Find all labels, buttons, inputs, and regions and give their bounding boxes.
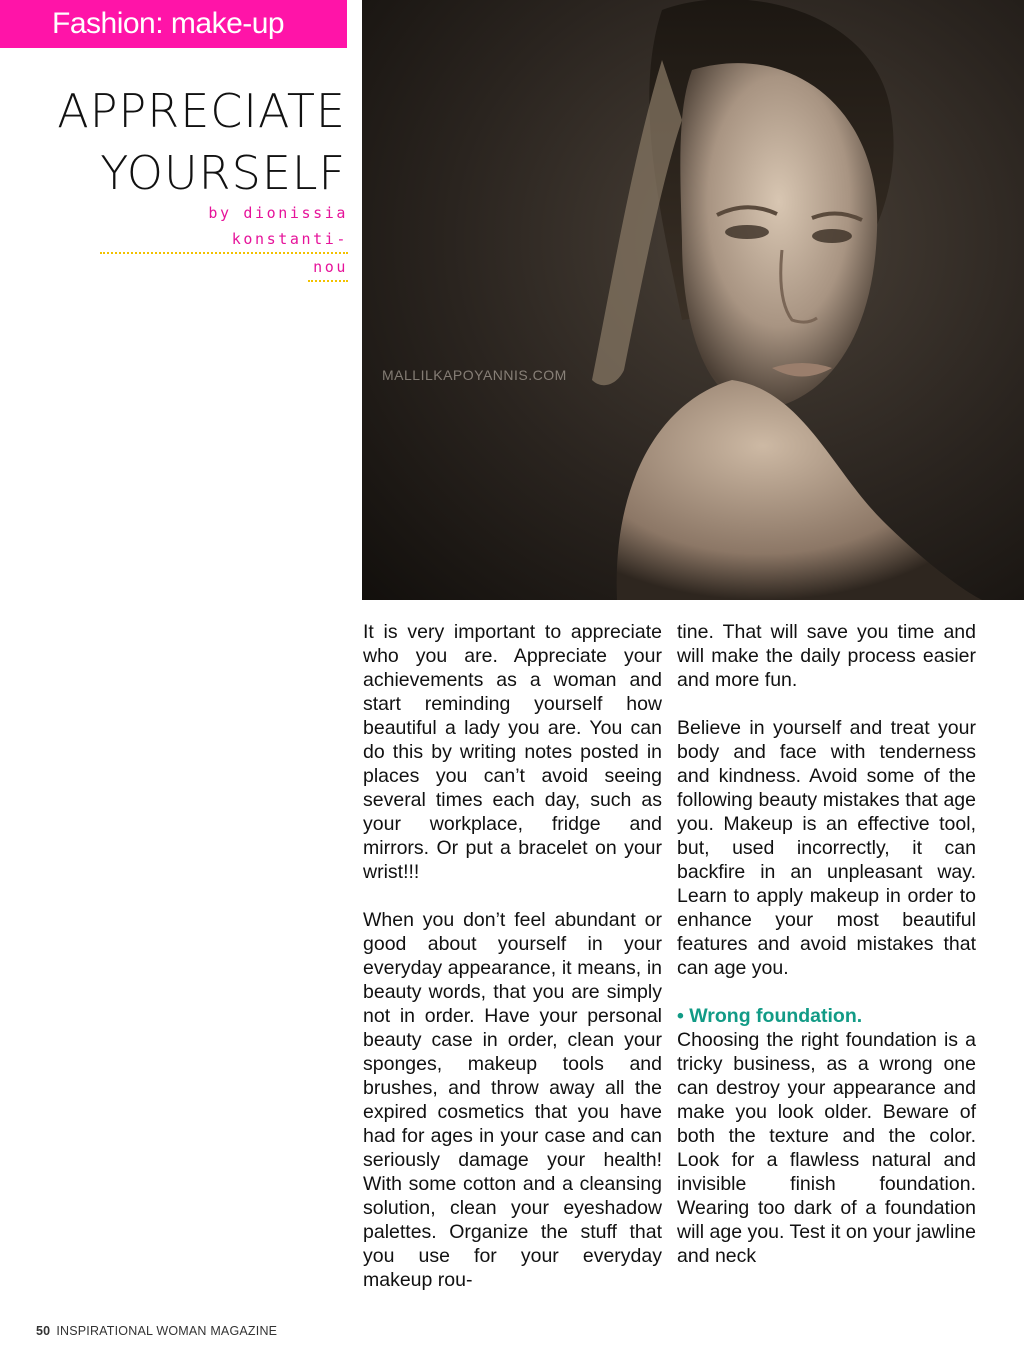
photo-watermark: MALLILKAPOYANNIS.COM [382, 367, 567, 383]
title-line-2: YOURSELF [100, 146, 346, 200]
magazine-name: INSPIRATIONAL WOMAN MAGAZINE [56, 1324, 278, 1338]
article-column-left [363, 620, 662, 1316]
article-title [20, 80, 346, 204]
article-column-right [677, 620, 976, 1268]
paragraph: Choosing the right foundation is a tricky business, as a wrong one can destroy your appearance and make you look older. Beware of both the texture and the color. Look for a flawless natural and invisible finish foundation. Wearing too dark of a foundation will age you. Test it on your jawline and neck [677, 1029, 976, 1267]
portrait-illustration [362, 0, 1024, 600]
byline-line-1: by dionissia konstanti- [100, 200, 348, 254]
portrait-photo [362, 0, 1024, 600]
paragraph: It is very important to appreciate who you are. Appreciate your achievements as a woman and start reminding yourself how beautiful a lady you are. You can do this by writing notes posted in places you can’t avoid seeing several times each day, such as your workplace, fridge and mirrors. Or put a bracelet on your wrist!!! [363, 621, 662, 883]
paragraph: tine. That will save you time and will make the daily process easier and more fun. [677, 621, 976, 691]
paragraph: When you don’t feel abundant or good about yourself in your everyday appearance, it means, in beauty words, that you are simply not in order. Have your personal beauty case in order, clean your sponges, makeup tools and brushes, and throw away all the expired cosmetics that you have had for ages in your case and can seriously damage your health! With some cotton and a cleansing solution, clean your eyeshadow palettes. Organize the stuff that you use for your everyday makeup rou- [363, 909, 662, 1291]
page-footer [36, 1324, 277, 1338]
page-number: 50 [36, 1324, 51, 1338]
subheading: • Wrong foundation. [677, 1005, 863, 1027]
paragraph: Believe in yourself and treat your body and face with tenderness and kindness. Avoid some of the following beauty mistakes that age you. Makeup is an effective tool, but, used incorrectly, it can backfire in an unpleasant way. Learn to apply makeup in order to enhance your most beautiful features and avoid mistakes that can age you. [677, 717, 976, 979]
author-byline [60, 200, 348, 282]
section-label: Fashion: make-up [0, 0, 347, 48]
byline-line-2: nou [308, 254, 348, 282]
title-line-1: APPRECIATE [57, 84, 346, 138]
